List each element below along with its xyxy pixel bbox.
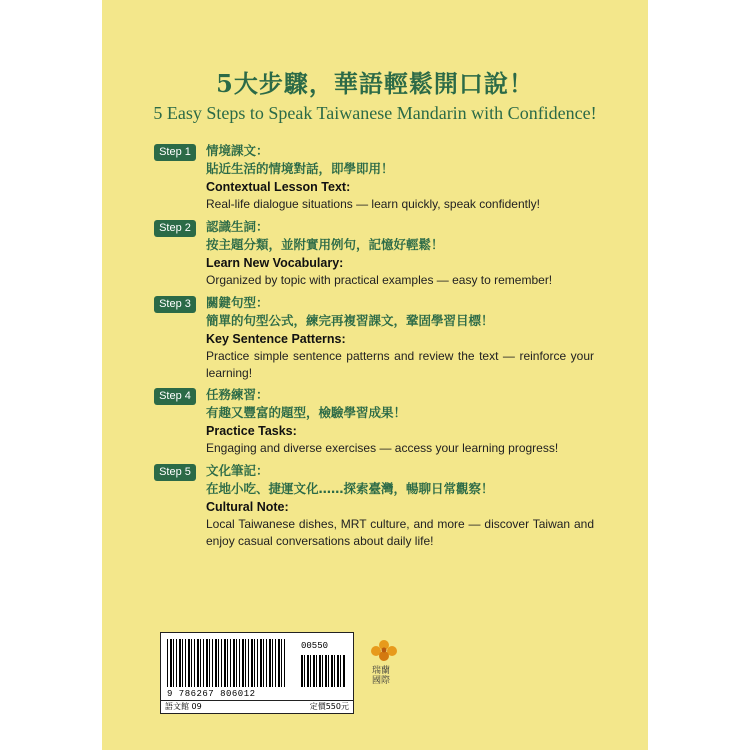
isbn-number: 9 786267 806012: [167, 689, 256, 699]
step-badge: Step 5: [154, 464, 196, 481]
price-code: 00550: [301, 641, 329, 651]
step-desc-zh: 在地小吃、捷運文化……探索臺灣，暢聊日常觀察！: [206, 481, 494, 496]
step-heading-zh: 任務練習：: [206, 387, 269, 402]
barcode-label: [160, 632, 354, 714]
step-item: [154, 386, 558, 457]
step-item: [154, 142, 540, 213]
step-desc-en: Real-life dialogue situations — learn quickly, speak confidently!: [206, 197, 540, 211]
step-item: [154, 218, 552, 289]
step-item: [154, 294, 594, 382]
step-heading-zh: 關鍵句型：: [206, 295, 269, 310]
barcode-footer: [161, 700, 353, 713]
step-badge: Step 3: [154, 296, 196, 313]
step-heading-en: Contextual Lesson Text:: [206, 180, 351, 194]
step-desc-zh: 貼近生活的情境對話，即學即用！: [206, 161, 394, 176]
step-heading-en: Key Sentence Patterns:: [206, 332, 346, 346]
step-desc-zh: 簡單的句型公式，練完再複習課文，鞏固學習目標！: [206, 313, 494, 328]
title-chinese: 5大步驟，華語輕鬆開口說！: [216, 69, 534, 98]
step-heading-zh: 情境課文：: [206, 143, 269, 158]
step-desc-en: Organized by topic with practical examples — easy to remember!: [206, 273, 553, 287]
book-back-cover: [102, 0, 648, 750]
step-desc-zh: 按主題分類，並附實用例句，記憶好輕鬆！: [206, 237, 444, 252]
step-heading-en: Learn New Vocabulary:: [206, 256, 344, 270]
step-heading-zh: 認識生詞：: [206, 219, 269, 234]
title-english: 5 Easy Steps to Speak Taiwanese Mandarin with Confidence!: [153, 103, 597, 123]
price-barcode: [301, 655, 345, 687]
price-label: 定價550元: [309, 702, 349, 711]
series-label: 語文館 09: [165, 702, 202, 711]
step-badge: Step 4: [154, 388, 196, 405]
step-desc-en: Engaging and diverse exercises — access your learning progress!: [206, 441, 559, 455]
step-heading-en: Practice Tasks:: [206, 424, 297, 438]
step-heading-en: Cultural Note:: [206, 500, 289, 514]
step-badge: Step 2: [154, 220, 196, 237]
step-item: [154, 462, 594, 550]
isbn-barcode: [167, 639, 285, 687]
step-badge: Step 1: [154, 144, 196, 161]
step-desc-en: Local Taiwanese dishes, MRT culture, and more — discover Taiwan and enjoy casual conversations about daily life!: [206, 517, 594, 548]
step-desc-en: Practice simple sentence patterns and review the text — reinforce your learning!: [206, 349, 594, 380]
step-desc-zh: 有趣又豐富的題型，檢驗學習成果！: [206, 405, 407, 420]
step-heading-zh: 文化筆記：: [206, 463, 269, 478]
publisher-name: 瑞蘭國際: [372, 666, 391, 686]
